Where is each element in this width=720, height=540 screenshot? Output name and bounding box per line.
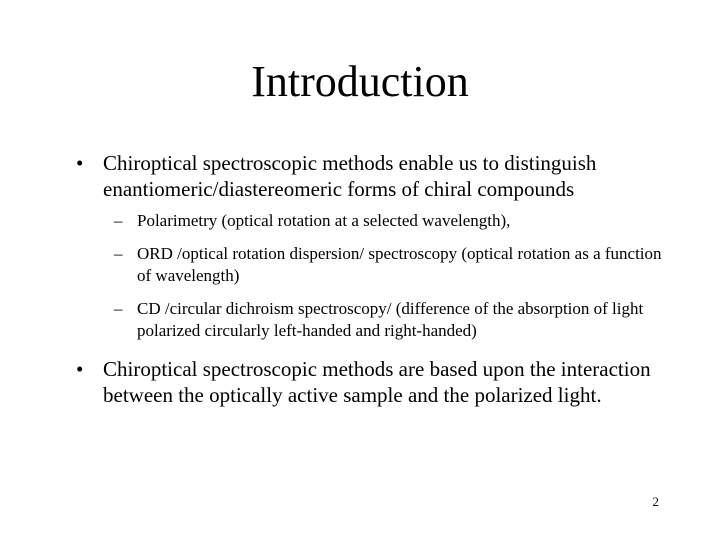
sub-bullet-list (114, 210, 666, 342)
bullet-item (76, 150, 666, 202)
bullet-text: Chiroptical spectroscopic methods enable us to distinguish enantiomeric/diastereomeric forms of chiral compounds (103, 151, 597, 201)
sub-bullet-marker: – (114, 299, 123, 318)
bullet-marker: • (76, 357, 84, 381)
bullet-marker: • (76, 151, 84, 175)
page-number: 2 (652, 494, 659, 509)
sub-bullet-marker: – (114, 244, 123, 263)
sub-bullet-marker: – (114, 211, 123, 230)
sub-bullet-text: ORD /optical rotation dispersion/ spectroscopy (optical rotation as a function of wavelength) (137, 244, 662, 285)
sub-bullet-text: CD /circular dichroism spectroscopy/ (difference of the absorption of light polarized circularly left-handed and right-handed) (137, 299, 644, 340)
sub-bullet-text: Polarimetry (optical rotation at a selected wavelength), (137, 211, 511, 230)
sub-bullet-item (114, 243, 666, 287)
sub-bullet-item (114, 210, 666, 232)
slide-title: Introduction (251, 57, 469, 106)
bullet-text: Chiroptical spectroscopic methods are based upon the interaction between the optically active sample and the polarized light. (103, 357, 651, 407)
bullet-item (76, 356, 666, 408)
sub-bullet-item (114, 298, 666, 342)
slide-content (76, 150, 666, 408)
